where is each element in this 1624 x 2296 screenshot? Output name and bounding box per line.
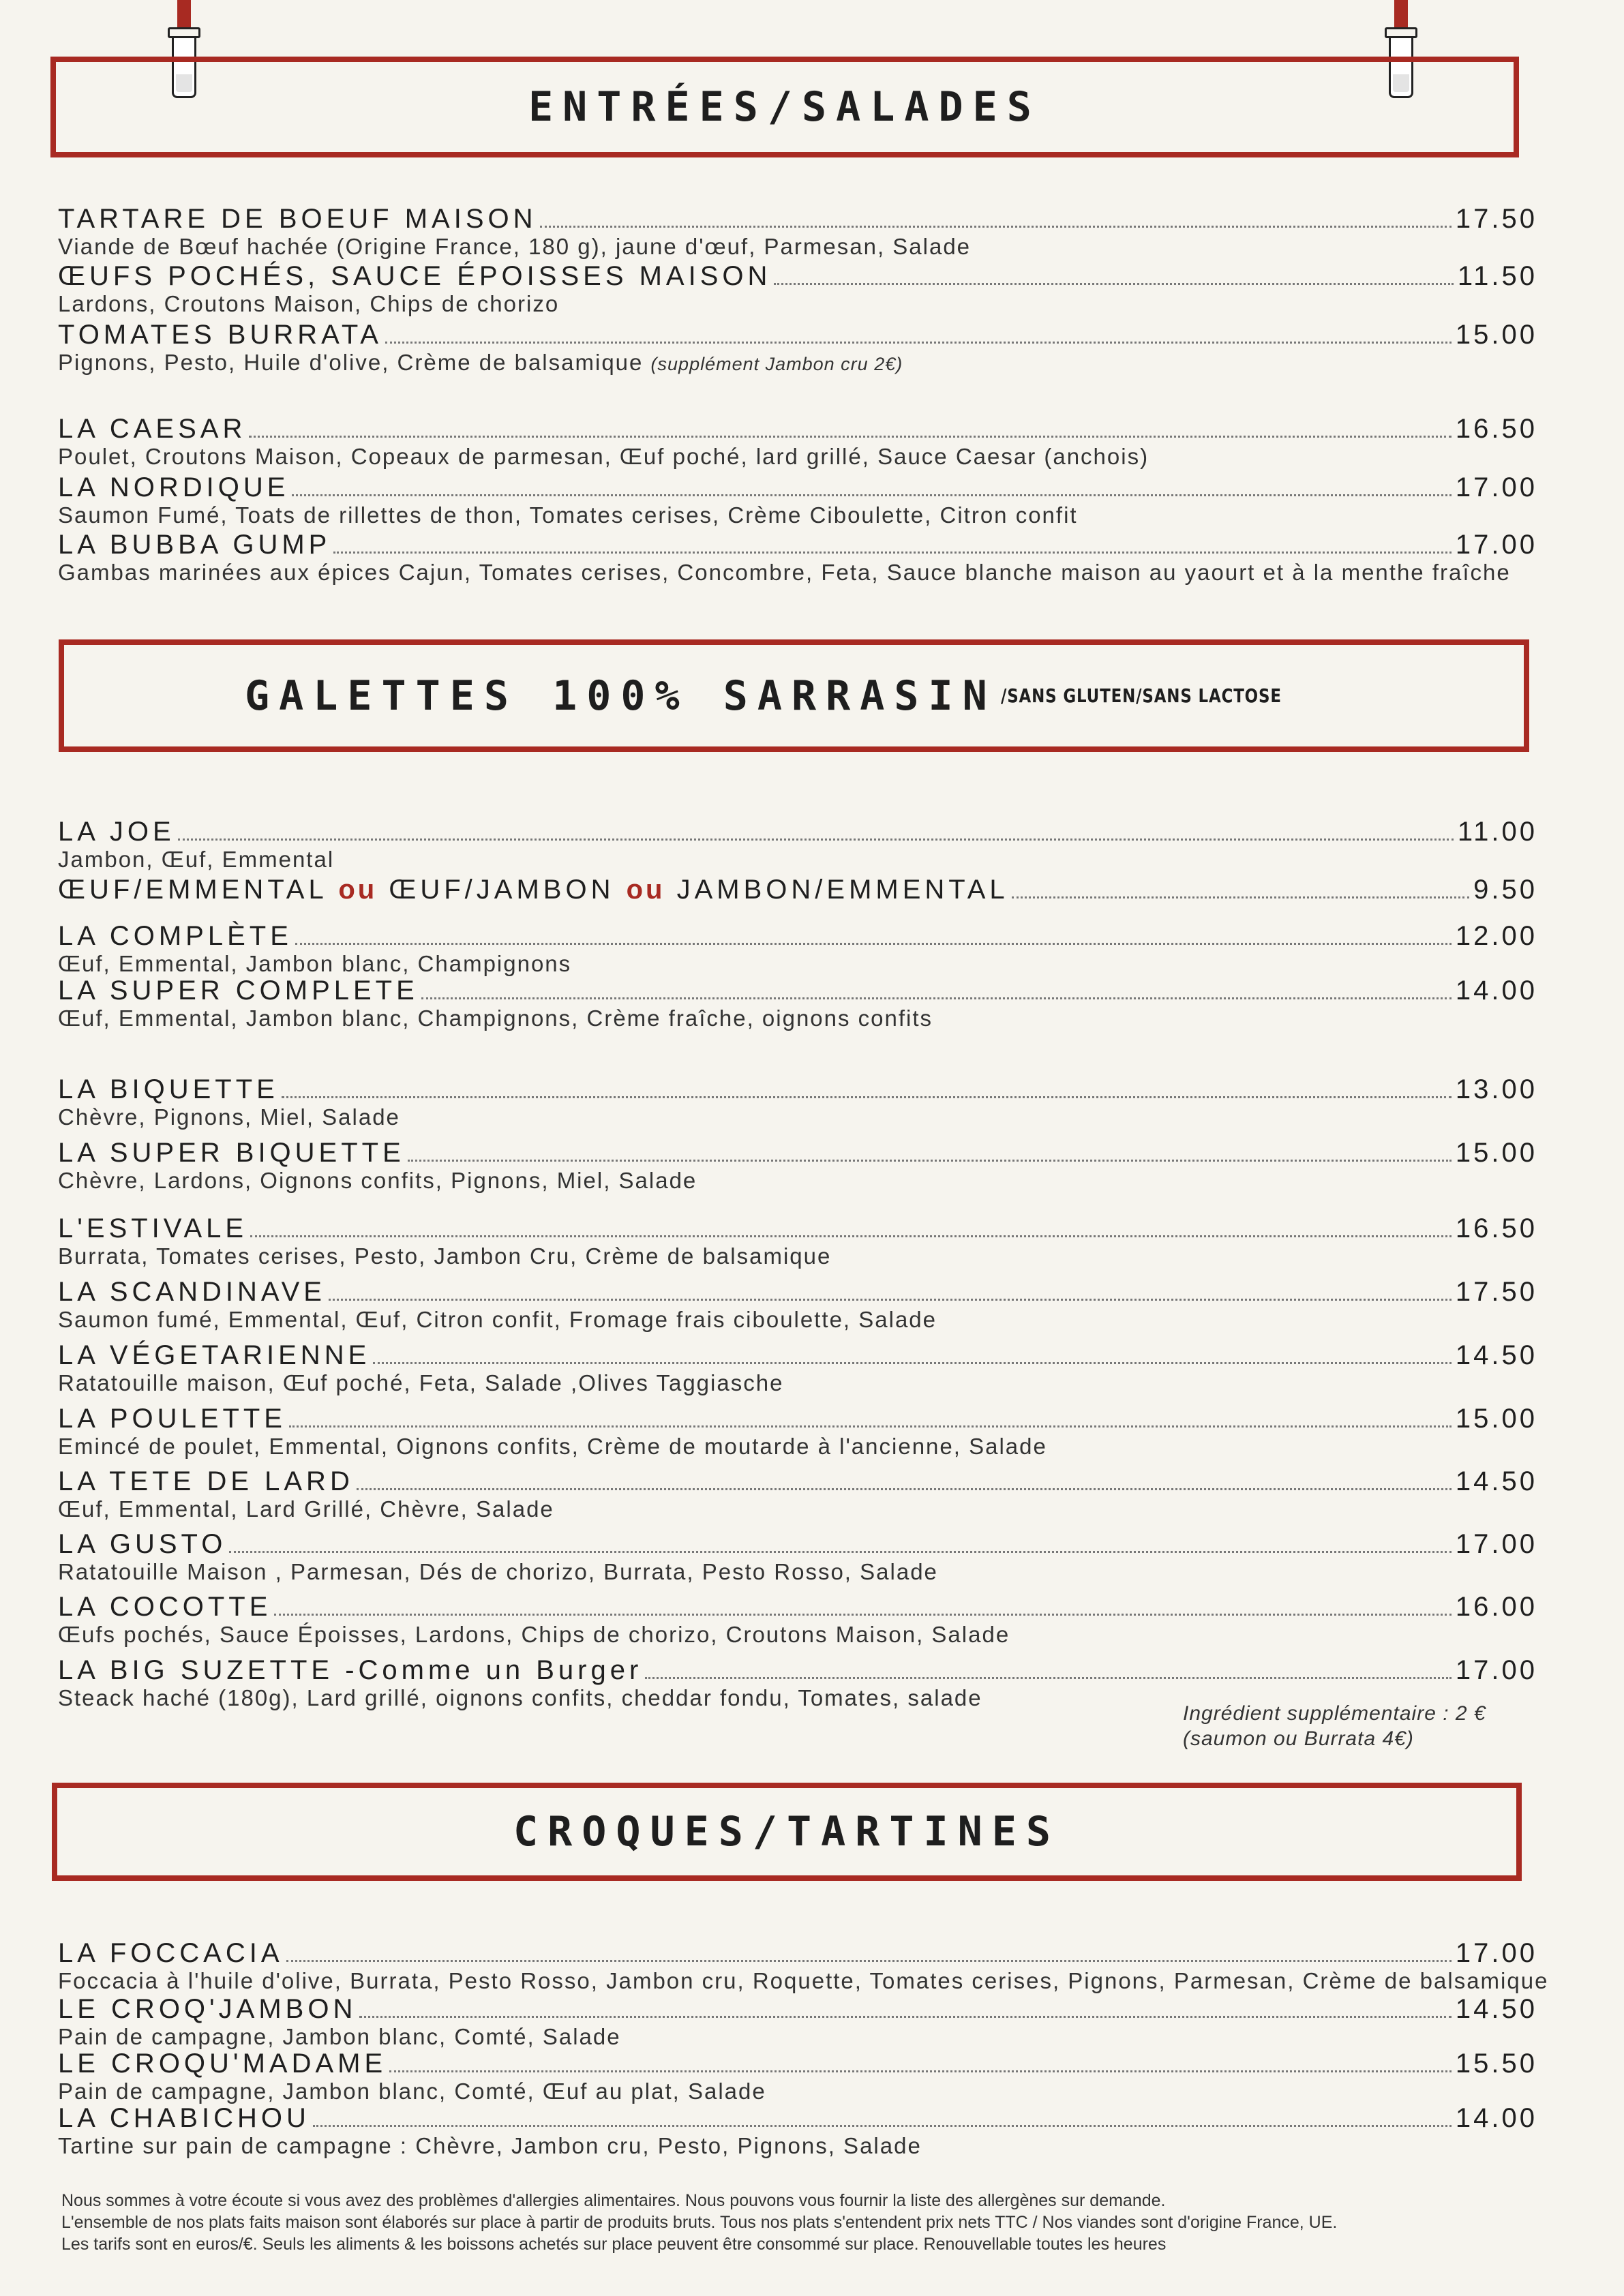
dot-leader	[329, 1299, 1452, 1301]
menu-item	[58, 1276, 1537, 1332]
dot-leader	[178, 839, 1454, 841]
menu-item-line	[58, 2102, 1537, 2134]
menu-item-description	[58, 1968, 1549, 1993]
menu-item-line	[58, 1276, 1537, 1308]
footer-notes	[61, 2190, 1337, 2255]
menu-item-price: 17.00	[1455, 530, 1537, 560]
dot-leader	[229, 1551, 1452, 1553]
description-text: Jambon, Œuf, Emmental	[58, 847, 335, 872]
menu-item	[58, 1591, 1537, 1647]
menu-item-name: TOMATES BURRATA	[58, 320, 382, 350]
menu-item-description	[58, 503, 1537, 528]
menu-item-line	[58, 260, 1537, 292]
menu-item-line	[58, 975, 1537, 1006]
menu-item-price: 15.00	[1455, 320, 1537, 350]
description-text: Pignons, Pesto, Huile d'olive, Crème de balsamique	[58, 350, 644, 375]
menu-item-price: 12.00	[1455, 921, 1537, 951]
description-text: Chèvre, Lardons, Oignons confits, Pignons, Miel, Salade	[58, 1168, 697, 1193]
menu-item-name: LA COMPLÈTE	[58, 921, 292, 951]
description-text: Tartine sur pain de campagne : Chèvre, Jambon cru, Pesto, Pignons, Salade	[58, 2133, 922, 2158]
menu-item-price: 14.50	[1455, 1340, 1537, 1370]
menu-item-name: LA CAESAR	[58, 414, 247, 444]
description-note: (supplément Jambon cru 2€)	[650, 354, 903, 374]
menu-item-name: LA SCANDINAVE	[58, 1277, 326, 1307]
menu-item-description	[58, 1308, 1537, 1332]
section-header-croques	[52, 1783, 1522, 1881]
menu-item-description	[58, 1371, 1537, 1395]
menu-item-description	[58, 560, 1537, 585]
menu-item-name: LA FOCCACIA	[58, 1938, 284, 1968]
menu-item-line	[58, 529, 1537, 560]
description-text: Saumon fumé, Emmental, Œuf, Citron confit, Fromage frais ciboulette, Salade	[58, 1307, 937, 1332]
menu-item-name: L'ESTIVALE	[58, 1213, 248, 1243]
description-text: Gambas marinées aux épices Cajun, Tomates cerises, Concombre, Feta, Sauce blanche maison au yaourt et à la menthe fraîche	[58, 560, 1511, 585]
section-title: GALETTES 100% SARRASIN	[244, 671, 997, 720]
supplement-line: (saumon ou Burrata 4€)	[1183, 1727, 1414, 1750]
section-title: CROQUES/TARTINES	[513, 1808, 1060, 1856]
menu-item-description	[58, 444, 1537, 469]
menu-item-description	[58, 2079, 1537, 2104]
menu-item-description	[58, 1006, 1537, 1031]
menu-item-line	[58, 1591, 1537, 1622]
menu-item-name: ŒUFS POCHÉS, SAUCE ÉPOISSES MAISON	[58, 261, 772, 291]
section-header-galettes	[59, 639, 1529, 752]
menu-item	[58, 472, 1537, 528]
description-text: Œuf, Emmental, Jambon blanc, Champignons	[58, 951, 572, 976]
menu-item	[58, 975, 1537, 1031]
dot-leader	[250, 1235, 1452, 1237]
menu-item-price: 17.00	[1455, 1655, 1537, 1685]
menu-item	[58, 1340, 1537, 1395]
menu-item-description	[58, 1434, 1537, 1459]
menu-item-name: LA GUSTO	[58, 1529, 227, 1559]
menu-item-price: 9.50	[1473, 875, 1537, 905]
menu-item-description	[58, 1105, 1537, 1130]
dot-leader	[774, 283, 1453, 285]
menu-item-line	[58, 816, 1537, 847]
dot-leader	[357, 1488, 1452, 1490]
menu-item-description	[58, 1168, 1537, 1193]
menu-item-price: 14.50	[1455, 1994, 1537, 2024]
menu-item-price: 17.00	[1455, 1938, 1537, 1968]
menu-item	[58, 1528, 1537, 1584]
description-text: Œuf, Emmental, Jambon blanc, Champignons, Crème fraîche, oignons confits	[58, 1006, 933, 1031]
menu-item-price: 11.50	[1457, 261, 1537, 291]
menu-item	[58, 1213, 1537, 1269]
menu-item	[58, 1466, 1537, 1522]
dot-leader	[645, 1677, 1452, 1679]
menu-item-price: 13.00	[1455, 1074, 1537, 1104]
description-text: Œufs pochés, Sauce Époisses, Lardons, Chips de chorizo, Croutons Maison, Salade	[58, 1622, 1010, 1647]
menu-item-price: 15.50	[1455, 2049, 1537, 2079]
menu-item	[58, 1937, 1549, 1993]
menu-item-description	[58, 292, 1537, 316]
menu-item-line	[58, 1993, 1537, 2025]
menu-item-name: LA BIG SUZETTE -Comme un Burger	[58, 1655, 643, 1685]
menu-item-price: 16.00	[1455, 1592, 1537, 1622]
menu-item-price: 17.50	[1455, 1277, 1537, 1307]
menu-item-line	[58, 1466, 1537, 1497]
menu-item-name: LA BIQUETTE	[58, 1074, 279, 1104]
menu-item-name: LA TETE DE LARD	[58, 1466, 354, 1496]
menu-item-price: 11.00	[1457, 817, 1537, 847]
supplement-line: Ingrédient supplémentaire : 2 €	[1183, 1702, 1486, 1725]
menu-item-description	[58, 2134, 1537, 2158]
menu-item-price: 14.50	[1455, 1466, 1537, 1496]
supplement-note	[1183, 1701, 1486, 1751]
description-text: Burrata, Tomates cerises, Pesto, Jambon Cru, Crème de balsamique	[58, 1243, 832, 1269]
menu-item-line	[58, 1937, 1537, 1969]
menu-item	[58, 2048, 1537, 2104]
menu-item-description	[58, 847, 1537, 872]
description-text: Pain de campagne, Jambon blanc, Comté, Salade	[58, 2024, 621, 2049]
menu-item	[58, 260, 1537, 316]
menu-item-description	[58, 1497, 1537, 1522]
menu-item-price: 17.00	[1455, 472, 1537, 502]
menu-item	[58, 816, 1537, 872]
menu-item-name	[58, 874, 1009, 905]
menu-item-price: 17.00	[1455, 1529, 1537, 1559]
menu-item-price: 16.50	[1455, 1213, 1537, 1243]
description-text: Viande de Bœuf hachée (Origine France, 180 g), jaune d'œuf, Parmesan, Salade	[58, 234, 972, 259]
menu-item-line	[58, 1137, 1537, 1168]
menu-item-line	[58, 874, 1537, 905]
menu-item-name: LA JOE	[58, 817, 175, 847]
menu-item-price: 14.00	[1455, 2103, 1537, 2133]
menu-item-line	[58, 920, 1537, 952]
menu-item-name: LA CHABICHOU	[58, 2103, 310, 2133]
description-text: Lardons, Croutons Maison, Chips de chorizo	[58, 291, 560, 316]
menu-item-line	[58, 1213, 1537, 1244]
footer-line: Nous sommes à votre écoute si vous avez des problèmes d'allergies alimentaires. Nous pouvons vous fournir la liste des allergènes sur demande.	[61, 2191, 1166, 2210]
description-text: Steack haché (180g), Lard grillé, oignons confits, cheddar fondu, Tomates, salade	[58, 1685, 982, 1710]
description-text: Chèvre, Pignons, Miel, Salade	[58, 1104, 400, 1130]
menu-item	[58, 413, 1537, 469]
dot-leader	[286, 1960, 1452, 1962]
menu-item	[58, 1403, 1537, 1459]
menu-item-line	[58, 1340, 1537, 1371]
menu-item-name: LA NORDIQUE	[58, 472, 290, 502]
description-text: Œuf, Emmental, Lard Grillé, Chèvre, Salade	[58, 1496, 554, 1522]
menu-item-name: LE CROQ'JAMBON	[58, 1994, 357, 2024]
menu-item-description	[58, 235, 1537, 259]
menu-item-price: 16.50	[1455, 414, 1537, 444]
description-text: Emincé de poulet, Emmental, Oignons confits, Crème de moutarde à l'ancienne, Salade	[58, 1434, 1047, 1459]
menu-item	[58, 319, 1537, 376]
combo-option: ŒUF/EMMENTAL	[58, 875, 327, 905]
separator-ou: ou	[626, 875, 665, 905]
menu-item	[58, 529, 1537, 585]
menu-item	[58, 920, 1537, 976]
menu-item-line	[58, 319, 1537, 350]
menu-item-description	[58, 1560, 1537, 1584]
menu-item-name: TARTARE DE BOEUF MAISON	[58, 204, 537, 234]
footer-line: Les tarifs sont en euros/€. Seuls les aliments & les boissons achetés sur place peuvent être consommé sur place. Renouvellable toutes les heures	[61, 2235, 1167, 2254]
menu-item-line	[58, 1074, 1537, 1105]
menu-item-price: 17.50	[1455, 204, 1537, 234]
dot-leader	[389, 2070, 1452, 2072]
menu-item-description	[58, 350, 1537, 376]
menu-item-price: 14.00	[1455, 976, 1537, 1006]
dot-leader	[359, 2016, 1452, 2018]
dot-leader	[249, 436, 1452, 438]
description-text: Pain de campagne, Jambon blanc, Comté, Œuf au plat, Salade	[58, 2079, 766, 2104]
menu-item-name: LA VÉGETARIENNE	[58, 1340, 371, 1370]
dot-leader	[385, 342, 1452, 344]
dot-leader	[282, 1096, 1452, 1098]
description-text: Ratatouille maison, Œuf poché, Feta, Salade ,Olives Taggiasche	[58, 1370, 784, 1395]
menu-item-name: LA SUPER BIQUETTE	[58, 1138, 405, 1168]
menu-item-line	[58, 1655, 1537, 1686]
dot-leader	[1012, 896, 1469, 898]
menu-item-description	[58, 1244, 1537, 1269]
dot-leader	[292, 494, 1451, 496]
dot-leader	[373, 1362, 1452, 1364]
menu-item-description	[58, 1622, 1537, 1647]
dot-leader	[313, 2125, 1452, 2127]
separator-ou: ou	[338, 875, 378, 905]
menu-item	[58, 2102, 1537, 2158]
menu-item-description	[58, 2025, 1537, 2049]
menu-item	[58, 1993, 1537, 2049]
menu-item	[58, 203, 1537, 259]
menu-item-line	[58, 203, 1537, 235]
dot-leader	[289, 1425, 1452, 1428]
menu-item-line	[58, 1403, 1537, 1434]
menu-item-price: 15.00	[1455, 1138, 1537, 1168]
description-text: Poulet, Croutons Maison, Copeaux de parmesan, Œuf poché, lard grillé, Sauce Caesar (anchois)	[58, 444, 1149, 469]
menu-item	[58, 874, 1537, 905]
menu-item-name: LE CROQU'MADAME	[58, 2049, 387, 2079]
menu-item-price: 15.00	[1455, 1404, 1537, 1434]
menu-item-line	[58, 1528, 1537, 1560]
menu-item-description	[58, 952, 1537, 976]
description-text: Foccacia à l'huile d'olive, Burrata, Pesto Rosso, Jambon cru, Roquette, Tomates cerises, Pignons, Parmesan, Crème de balsamique	[58, 1968, 1549, 1993]
combo-option: JAMBON/EMMENTAL	[676, 875, 1009, 905]
menu-item-name: LA SUPER COMPLETE	[58, 976, 419, 1006]
footer-line: L'ensemble de nos plats faits maison sont élaborés sur place à partir de produits bruts. Tous nos plats s'entendent prix nets TTC / Nos viandes sont d'origine France, UE.	[61, 2213, 1338, 2232]
dot-leader	[333, 552, 1452, 554]
section-subtitle: /SANS GLUTEN/SANS LACTOSE	[1000, 684, 1282, 707]
section-header-entrees	[50, 57, 1519, 157]
menu-item-line	[58, 472, 1537, 503]
menu-item	[58, 1074, 1537, 1130]
dot-leader	[274, 1614, 1452, 1616]
menu-item-name: LA BUBBA GUMP	[58, 530, 331, 560]
menu-item	[58, 1137, 1537, 1193]
description-text: Saumon Fumé, Toats de rillettes de thon, Tomates cerises, Crème Ciboulette, Citron confit	[58, 502, 1078, 528]
menu-item-line	[58, 413, 1537, 444]
description-text: Ratatouille Maison , Parmesan, Dés de chorizo, Burrata, Pesto Rosso, Salade	[58, 1559, 938, 1584]
combo-option: ŒUF/JAMBON	[389, 875, 615, 905]
menu-item-name: LA POULETTE	[58, 1404, 286, 1434]
menu-item-name: LA COCOTTE	[58, 1592, 272, 1622]
menu-item-line	[58, 2048, 1537, 2079]
dot-leader	[540, 226, 1452, 228]
dot-leader	[408, 1160, 1452, 1162]
dot-leader	[421, 997, 1452, 999]
dot-leader	[295, 943, 1452, 945]
section-title: ENTRÉES/SALADES	[528, 83, 1041, 131]
